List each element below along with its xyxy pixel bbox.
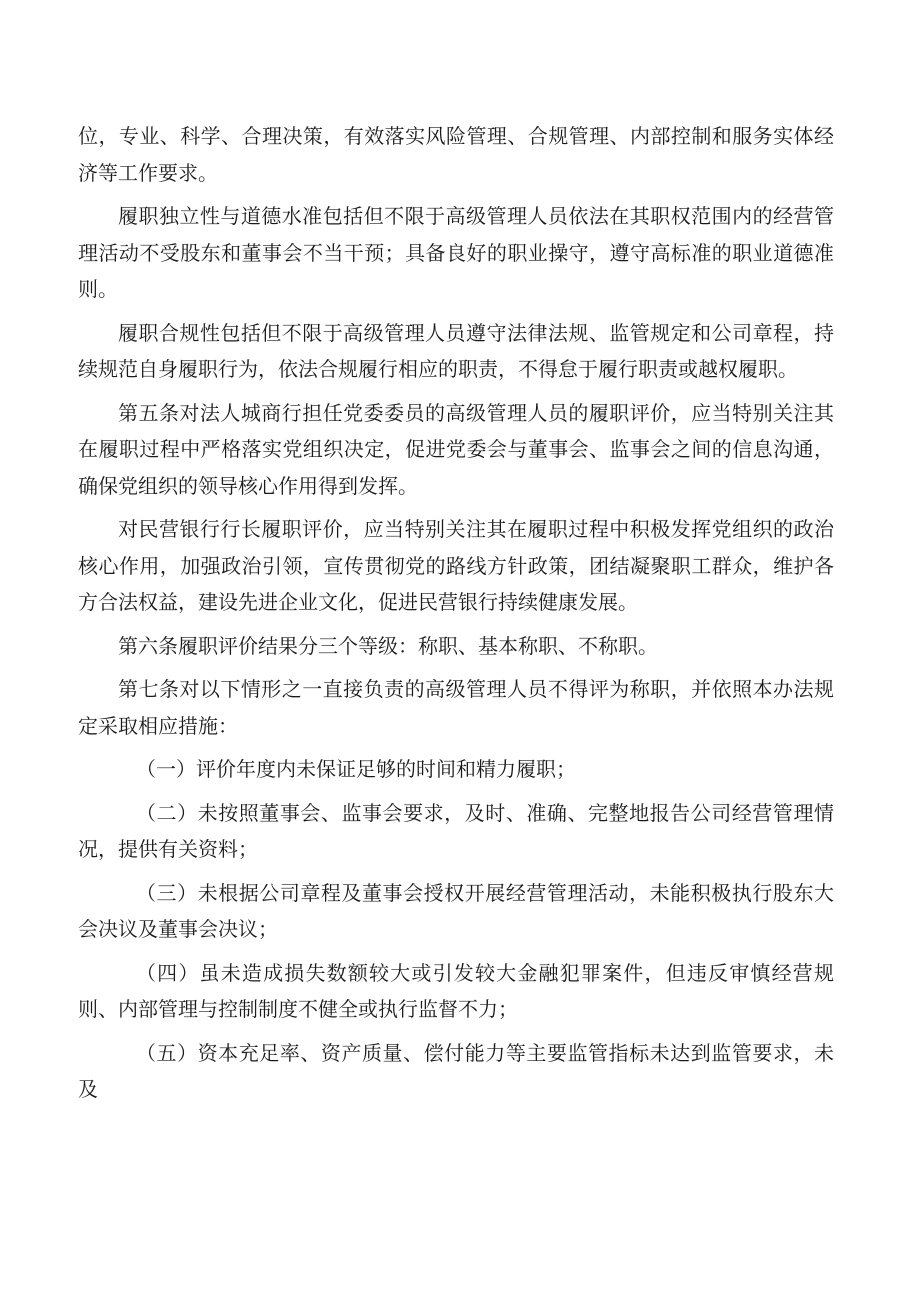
list-item-1: （一）评价年度内未保证足够的时间和精力履职；	[136, 757, 576, 781]
paragraph-continuation: 位，专业、科学、合理决策，有效落实风险管理、合规管理、内部控制和服务实体经济等工作要求。	[78, 124, 834, 185]
paragraph-article-7: 第七条对以下情形之一直接负责的高级管理人员不得评为称职，并依照本办法规定采取相应措施：	[78, 677, 834, 738]
list-item-3: （三）未根据公司章程及董事会授权开展经营管理活动，未能积极执行股东大会决议及董事会决议；	[78, 880, 834, 941]
paragraph-article-5: 第五条对法人城商行担任党委委员的高级管理人员的履职评价，应当特别关注其在履职过程中严格落实党组织决定，促进党委会与董事会、监事会之间的信息沟通，确保党组织的领导核心作用得到发挥。	[78, 400, 834, 498]
paragraph-private-bank: 对民营银行行长履职评价，应当特别关注其在履职过程中积极发挥党组织的政治核心作用，加强政治引领，宣传贯彻党的路线方针政策，团结凝聚职工群众，维护各方合法权益，建设先进企业文化，促进民营银行持续健康发展。	[78, 517, 834, 614]
document-page	[78, 118, 834, 1115]
paragraph-article-6: 第六条履职评价结果分三个等级：称职、基本称职、不称职。	[118, 633, 658, 658]
paragraph-independence-ethics: 履职独立性与道德水准包括但不限于高级管理人员依法在其职权范围内的经营管理活动不受股东和董事会不当干预；具备良好的职业操守，遵守高标准的职业道德准则。	[78, 204, 834, 301]
list-item-2: （二）未按照董事会、监事会要求，及时、准确、完整地报告公司经营管理情况，提供有关资料；	[78, 800, 834, 861]
list-item-5: （五）资本充足率、资产质量、偿付能力等主要监管指标未达到监管要求，未及	[78, 1040, 834, 1101]
paragraph-compliance: 履职合规性包括但不限于高级管理人员遵守法律法规、监管规定和公司章程，持续规范自身履职行为，依法合规履行相应的职责，不得怠于履行职责或越权履职。	[78, 320, 834, 381]
list-item-4: （四）虽未造成损失数额较大或引发较大金融犯罪案件，但违反审慎经营规则、内部管理与控制制度不健全或执行监督不力；	[78, 960, 834, 1021]
